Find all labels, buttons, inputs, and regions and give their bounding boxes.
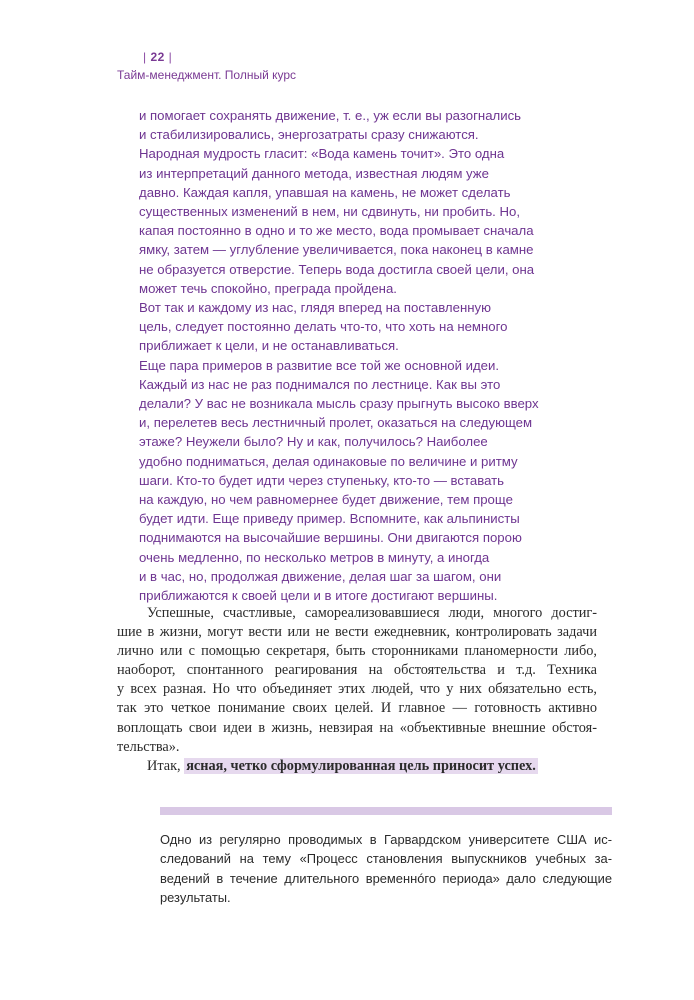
page-number-value: 22 xyxy=(150,50,165,64)
quote-line: и в час, но, продолжая движение, делая шаг за шагом, они xyxy=(139,568,502,584)
box-top-rule xyxy=(160,807,612,815)
quote-line: и, перелетев весь лестничный пролет, оказаться на следующем xyxy=(139,415,533,431)
quote-line: Вот так и каждому из нас, глядя вперед на поставленную xyxy=(139,300,491,316)
quote-line: этаже? Неужели было? Ну и как, получилось? Наиболее xyxy=(139,434,488,450)
quote-line: приближаются к своей цели и в итоге достигают вершины. xyxy=(139,588,498,604)
quote-line: будет идти. Еще приведу пример. Вспомните, как альпинисты xyxy=(139,511,520,527)
quote-line: Каждый из нас не раз поднимался по лестнице. Как вы это xyxy=(139,376,501,392)
quote-line: существенных изменений в нем, ни сдвинуть, ни пробить. Но, xyxy=(139,204,521,220)
sidebar-box xyxy=(160,830,612,908)
body-line: воплощать свои идеи в жизнь, невзирая на «объективные внешние обстоя- xyxy=(117,719,597,736)
quote-line: на каждую, но чем равномернее будет движение, тем проще xyxy=(139,492,513,508)
box-line: следований на тему «Процесс становления выпускников учебных за- xyxy=(160,851,612,867)
body-line: лично или с помощью секретаря, быть сторонниками планомерности либо, xyxy=(117,643,597,660)
box-line: результаты. xyxy=(160,890,231,906)
conclusion-line xyxy=(117,757,597,776)
quote-line: и помогает сохранять движение, т. е., уж если вы разогнались xyxy=(139,108,522,123)
quote-line: очень медленно, по несколько метров в минуту, а иногда xyxy=(139,549,490,565)
quote-line: капая постоянно в одно и то же место, вода промывает сначала xyxy=(139,223,534,239)
quote-line: поднимаются на высочайшие вершины. Они двигаются порою xyxy=(139,530,522,546)
conclusion-lead: Итак, xyxy=(147,757,185,774)
body-paragraph xyxy=(117,604,597,776)
body-line: наоборот, спонтанного реагирования на обстоятельства и т.д. Техника xyxy=(117,662,597,679)
quote-block xyxy=(139,106,579,605)
quote-line: приближает к цели, и не останавливаться. xyxy=(139,338,399,354)
box-line: Одно из регулярно проводимых в Гарвардском университете США ис- xyxy=(160,832,612,847)
quote-line: шаги. Кто-то будет идти через ступеньку, кто-то — вставать xyxy=(139,472,505,488)
body-line: шие в жизни, могут вести или не вести ежедневник, контролировать задачи xyxy=(117,624,597,641)
quote-line: удобно подниматься, делая одинаковые по величине и ритму xyxy=(139,453,518,469)
body-line: Успешные, счастливые, самореализовавшиеся люди, многого достиг- xyxy=(147,605,597,621)
quote-line: ямку, затем — углубление увеличивается, пока наконец в камне xyxy=(139,242,534,258)
body-line: тельства». xyxy=(117,738,180,755)
page-number-bar-left: | xyxy=(143,50,151,64)
conclusion-highlight: ясная, четко сформулированная цель приносит успех. xyxy=(186,757,536,774)
quote-line: Народная мудрость гласит: «Вода камень точит». Это одна xyxy=(139,146,505,162)
page-number xyxy=(143,50,172,64)
body-line: у всех разная. Но что объединяет этих людей, что у них обязательно есть, xyxy=(117,681,597,698)
quote-line: давно. Каждая капля, упавшая на камень, не может сделать xyxy=(139,184,511,200)
quote-line: не образуется отверстие. Теперь вода достигла своей цели, она xyxy=(139,261,535,277)
running-title: Тайм-менеджмент. Полный курс xyxy=(117,68,297,82)
quote-line: Еще пара примеров в развитие все той же основной идеи. xyxy=(139,357,500,373)
quote-line: может течь спокойно, преграда пройдена. xyxy=(139,280,397,296)
quote-line: делали? У вас не возникала мысль сразу прыгнуть высоко вверх xyxy=(139,396,539,412)
page-number-bar-right: | xyxy=(164,50,173,64)
quote-line: из интерпретаций данного метода, известная людям уже xyxy=(139,165,489,181)
quote-line: цель, следует постоянно делать что-то, что хоть на немного xyxy=(139,319,508,335)
body-line: так это четкое понимание своих целей. И главное — готовность активно xyxy=(117,700,597,717)
box-line: ведений в течение длительного временнóго периода» дало следующие xyxy=(160,870,612,886)
quote-line: и стабилизировались, энергозатраты сразу снижаются. xyxy=(139,127,479,143)
